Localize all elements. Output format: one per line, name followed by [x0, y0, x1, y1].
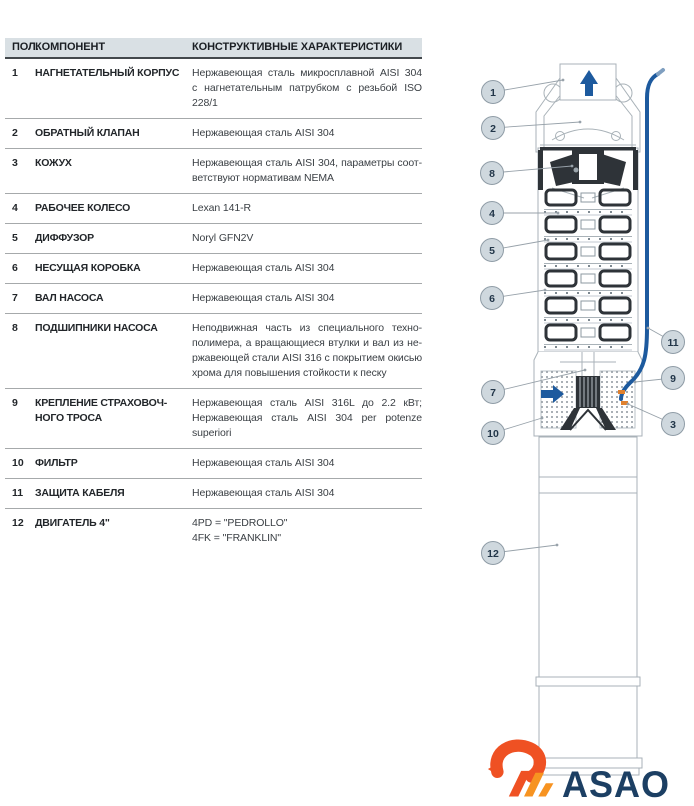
- row-number: 7: [12, 292, 18, 304]
- component-name: НЕСУЩАЯ КОРОБКА: [35, 262, 141, 274]
- component-name: КРЕПЛЕНИЕ СТРАХОВОЧ- НОГО ТРОСА: [35, 397, 168, 424]
- characteristics-text: Нержавеющая сталь AISI 304: [192, 262, 335, 274]
- row-number: 2: [12, 127, 18, 139]
- row-number: 10: [12, 457, 24, 469]
- svg-text:5: 5: [489, 244, 495, 257]
- table-row: [5, 509, 422, 553]
- component-name: ЗАЩИТА КАБЕЛЯ: [35, 487, 125, 499]
- table-row: [5, 389, 422, 449]
- table-row: [5, 254, 422, 284]
- table-row: [5, 149, 422, 194]
- component-name: ОБРАТНЫЙ КЛАПАН: [35, 127, 140, 139]
- component-name: КОЖУХ: [35, 157, 72, 169]
- header-component: КОМПОНЕНТ: [35, 41, 105, 53]
- component-name: РАБОЧЕЕ КОЛЕСО: [35, 202, 131, 214]
- motor-top: [539, 437, 637, 477]
- component-name: ДИФФУЗОР: [35, 232, 94, 244]
- callout-11: [647, 327, 685, 354]
- row-number: 9: [12, 397, 18, 409]
- row-number: 8: [12, 322, 18, 334]
- header-position: ПОЛ.: [12, 41, 39, 53]
- table-row: [5, 314, 422, 389]
- motor-body: [539, 493, 637, 677]
- asao-swan-icon: [486, 738, 562, 800]
- characteristics-text: Нержавеющая сталь AISI 304: [192, 127, 335, 139]
- characteristics-text: Нержавеющая сталь AISI 316L до 2.2 кВт; Нержавеющая сталь AISI 304 per potenze superiori: [192, 397, 422, 439]
- component-name: ПОДШИПНИКИ НАСОСА: [35, 322, 158, 334]
- characteristics-text: Noryl GFN2V: [192, 232, 254, 244]
- characteristics-text: Нержавеющая сталь микросплавной AISI 304 с нагнетательным патрубком с резьбой ISO 228/1: [192, 67, 422, 109]
- row-number: 11: [12, 487, 24, 499]
- svg-text:3: 3: [670, 418, 676, 431]
- row-number: 5: [12, 232, 18, 244]
- table-row: [5, 479, 422, 509]
- svg-text:2: 2: [490, 122, 496, 135]
- characteristics-text: Lexan 141-R: [192, 202, 252, 214]
- row-number: 1: [12, 67, 18, 79]
- characteristics-text: Неподвижная часть из специального техно- полимера, а вращающиеся втулки и вал из не- ржавеющей стали AISI 316 с покрытием окисью хрома для повышения стойкости к песку: [192, 322, 422, 379]
- component-table: [5, 38, 422, 553]
- table-header-row: [5, 38, 422, 59]
- table-row: [5, 449, 422, 479]
- table-row: [5, 224, 422, 254]
- svg-text:10: 10: [487, 427, 499, 440]
- characteristics-text: Нержавеющая сталь AISI 304: [192, 457, 335, 469]
- component-name: ФИЛЬТР: [35, 457, 78, 469]
- component-name: ДВИГАТЕЛЬ 4": [35, 517, 110, 529]
- svg-text:9: 9: [670, 372, 676, 385]
- table-row: [5, 119, 422, 149]
- characteristics-text: Нержавеющая сталь AISI 304: [192, 292, 335, 304]
- svg-text:6: 6: [489, 292, 495, 305]
- row-number: 12: [12, 517, 24, 529]
- svg-text:8: 8: [489, 167, 495, 180]
- table-body: [5, 59, 422, 553]
- table-row: [5, 284, 422, 314]
- pump-cutaway-diagram: [458, 18, 694, 782]
- asao-logo-text: ASAO: [562, 764, 671, 806]
- table-row: [5, 59, 422, 119]
- svg-text:7: 7: [490, 386, 496, 399]
- svg-text:4: 4: [489, 207, 495, 220]
- characteristics-text: Нержавеющая сталь AISI 304: [192, 487, 335, 499]
- characteristics-text: 4PD = "PEDROLLO" 4FK = "FRANKLIN": [192, 517, 288, 544]
- svg-text:12: 12: [487, 547, 499, 560]
- row-number: 4: [12, 202, 18, 214]
- logo-stripe-3: [538, 783, 553, 796]
- row-number: 6: [12, 262, 18, 274]
- callout-6: [481, 287, 547, 310]
- svg-text:11: 11: [667, 336, 679, 349]
- table-row: [5, 194, 422, 224]
- row-number: 3: [12, 157, 18, 169]
- characteristics-text: Нержавеющая сталь AISI 304, параметры соот- ветствуют нормативам NEMA: [192, 157, 422, 184]
- component-name: НАГНЕТАТЕЛЬНЫЙ КОРПУС: [35, 67, 180, 79]
- component-name: ВАЛ НАСОСА: [35, 292, 104, 304]
- asao-logo: [486, 738, 694, 806]
- svg-text:1: 1: [490, 86, 496, 99]
- header-characteristics: КОНСТРУКТИВНЫЕ ХАРАКТЕРИСТИКИ: [192, 41, 403, 53]
